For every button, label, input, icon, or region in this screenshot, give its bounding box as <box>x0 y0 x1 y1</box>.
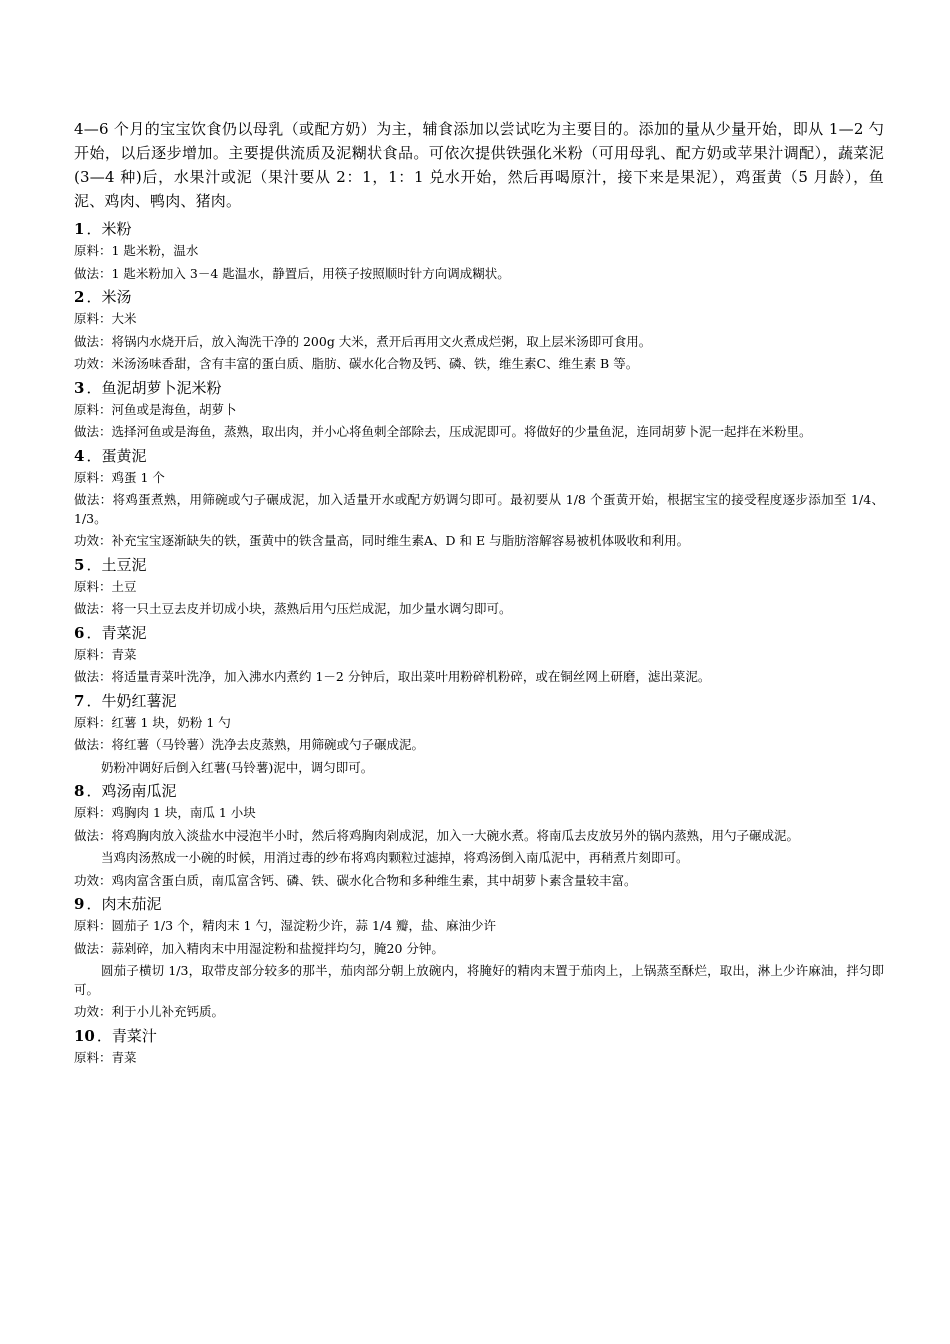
recipe-title <box>74 894 884 915</box>
recipe-number: 5 <box>74 555 85 574</box>
recipe-line: 做法：将锅内水烧开后，放入淘洗干净的 200g 大米，煮开后再用文火煮成烂粥，取上层米汤即可食用。 <box>74 333 652 349</box>
recipe-number: 9 <box>74 895 85 913</box>
recipe-line: 原料：大米 <box>74 311 137 326</box>
recipe-line: 原料：红薯 1 块，奶粉 1 勺 <box>74 714 231 730</box>
recipe-line: 原料：河鱼或是海鱼，胡萝卜 <box>74 401 237 417</box>
recipe-title-text: ．米汤 <box>86 288 132 306</box>
recipe-section <box>74 691 884 778</box>
recipe-line: 当鸡肉汤熬成一小碗的时候，用消过毒的纱布将鸡肉颗粒过滤掉，将鸡汤倒入南瓜泥中，再稍煮片刻即可。 <box>101 850 689 865</box>
recipe-title-text: ．蛋黄泥 <box>86 446 147 465</box>
recipe-title <box>74 219 884 240</box>
recipe-section <box>74 219 884 283</box>
recipe-line: 原料：青菜 <box>74 1049 137 1065</box>
document-body <box>74 117 884 1071</box>
recipe-title-text: ．鱼泥胡萝卜泥米粉 <box>86 378 222 397</box>
recipe-title <box>74 623 884 644</box>
recipe-line: 原料：土豆 <box>74 578 137 594</box>
recipe-line: 做法：将红薯（马铃薯）洗净去皮蒸熟，用筛碗或勺子碾成泥。 <box>74 737 425 752</box>
recipe-line: 原料：青菜 <box>74 646 137 662</box>
recipe-title-text: ．米粉 <box>86 220 132 238</box>
recipe-title <box>74 691 884 712</box>
recipe-number: 2 <box>74 288 85 306</box>
recipe-title <box>74 446 884 467</box>
recipe-number: 10 <box>74 1026 95 1045</box>
recipe-number: 7 <box>74 691 85 710</box>
recipe-section <box>74 894 884 1022</box>
recipe-line: 圆茄子横切 1/3，取带皮部分较多的那半，茄肉部分朝上放碗内，将腌好的精肉末置于茄肉上，上锅蒸至酥烂，取出，淋上少许麻油，拌匀即可。 <box>74 963 884 997</box>
recipe-section <box>74 781 884 890</box>
recipe-line: 原料：圆茄子 1/3 个，精肉末 1 勺，湿淀粉少许，蒜 1/4 瓣，盐、麻油少许 <box>74 918 497 933</box>
recipe-title-text: ．肉末茄泥 <box>86 895 162 913</box>
recipe-section <box>74 287 884 374</box>
recipe-line: 做法：将鸡蛋煮熟，用筛碗或勺子碾成泥，加入适量开水或配方奶调匀即可。最初要从 1/8 个蛋黄开始，根据宝宝的接受程度逐步添加至 1/4、1/3。 <box>74 492 884 526</box>
recipe-title-text: ．鸡汤南瓜泥 <box>86 782 177 800</box>
recipe-line: 做法：将鸡胸肉放入淡盐水中浸泡半小时，然后将鸡胸肉剁成泥，加入一大碗水煮。将南瓜去皮放另外的锅内蒸熟，用勺子碾成泥。 <box>74 827 800 843</box>
recipe-title <box>74 555 884 576</box>
recipe-list <box>74 219 884 1067</box>
recipe-number: 1 <box>74 220 85 238</box>
recipe-line: 功效：补充宝宝逐渐缺失的铁，蛋黄中的铁含量高，同时维生素A、D 和 E 与脂肪溶解容易被机体吸收和利用。 <box>74 533 690 548</box>
recipe-section <box>74 1026 884 1068</box>
recipe-section <box>74 446 884 551</box>
recipe-section <box>74 623 884 687</box>
recipe-title <box>74 287 884 308</box>
recipe-title <box>74 1026 884 1047</box>
recipe-line: 功效：米汤汤味香甜，含有丰富的蛋白质、脂肪、碳水化合物及钙、磷、铁，维生素C、维生素 B 等。 <box>74 356 639 371</box>
recipe-title-text: ．土豆泥 <box>86 555 147 574</box>
recipe-title-text: ．牛奶红薯泥 <box>86 691 177 710</box>
recipe-line: 原料：1 匙米粉，温水 <box>74 243 199 258</box>
recipe-line: 功效：鸡肉富含蛋白质，南瓜富含钙、磷、铁、碳水化合物和多种维生素，其中胡萝卜素含量较丰富。 <box>74 872 637 888</box>
recipe-number: 8 <box>74 782 85 800</box>
recipe-line: 做法：蒜剁碎，加入精肉末中用湿淀粉和盐搅拌均匀，腌20 分钟。 <box>74 940 444 956</box>
recipe-line: 做法：选择河鱼或是海鱼，蒸熟，取出肉，并小心将鱼刺全部除去，压成泥即可。将做好的少量鱼泥，连同胡萝卜泥一起拌在米粉里。 <box>74 424 812 439</box>
recipe-line: 功效：利于小儿补充钙质。 <box>74 1004 225 1019</box>
recipe-title-text: ．青菜汁 <box>96 1026 157 1045</box>
recipe-line: 做法：将适量青菜叶洗净，加入沸水内煮约 1－2 分钟后，取出菜叶用粉碎机粉碎，或在铜丝网上研磨，滤出菜泥。 <box>74 669 711 684</box>
recipe-title <box>74 781 884 802</box>
recipe-line: 做法：1 匙米粉加入 3－4 匙温水，静置后，用筷子按照顺时针方向调成糊状。 <box>74 265 510 281</box>
recipe-number: 4 <box>74 446 85 465</box>
intro-paragraph: 4—6 个月的宝宝饮食仍以母乳（或配方奶）为主，辅食添加以尝试吃为主要目的。添加的量从少量开始，即从 1—2 勺开始，以后逐步增加。主要提供流质及泥糊状食品。可依次提供铁强化米粉（可用母乳、配方奶或苹果汁调配），蔬菜泥(3—4 种)后，水果汁或泥（果汁要从 2：1，1：1 兑水开始，然后再喝原汁，接下来是果泥），鸡蛋黄（5 月龄），鱼泥、鸡肉、鸭肉、猪肉。 <box>74 120 884 210</box>
recipe-title <box>74 378 884 399</box>
recipe-line: 原料：鸡蛋 1 个 <box>74 469 165 485</box>
recipe-section <box>74 378 884 442</box>
recipe-line: 原料：鸡胸肉 1 块，南瓜 1 小块 <box>74 805 256 820</box>
recipe-section <box>74 555 884 619</box>
recipe-number: 6 <box>74 623 85 642</box>
recipe-line: 做法：将一只土豆去皮并切成小块，蒸熟后用勺压烂成泥，加少量水调匀即可。 <box>74 601 512 616</box>
recipe-line: 奶粉冲调好后倒入红薯(马铃薯)泥中，调匀即可。 <box>101 759 374 775</box>
recipe-number: 3 <box>74 378 85 397</box>
recipe-title-text: ．青菜泥 <box>86 623 147 642</box>
